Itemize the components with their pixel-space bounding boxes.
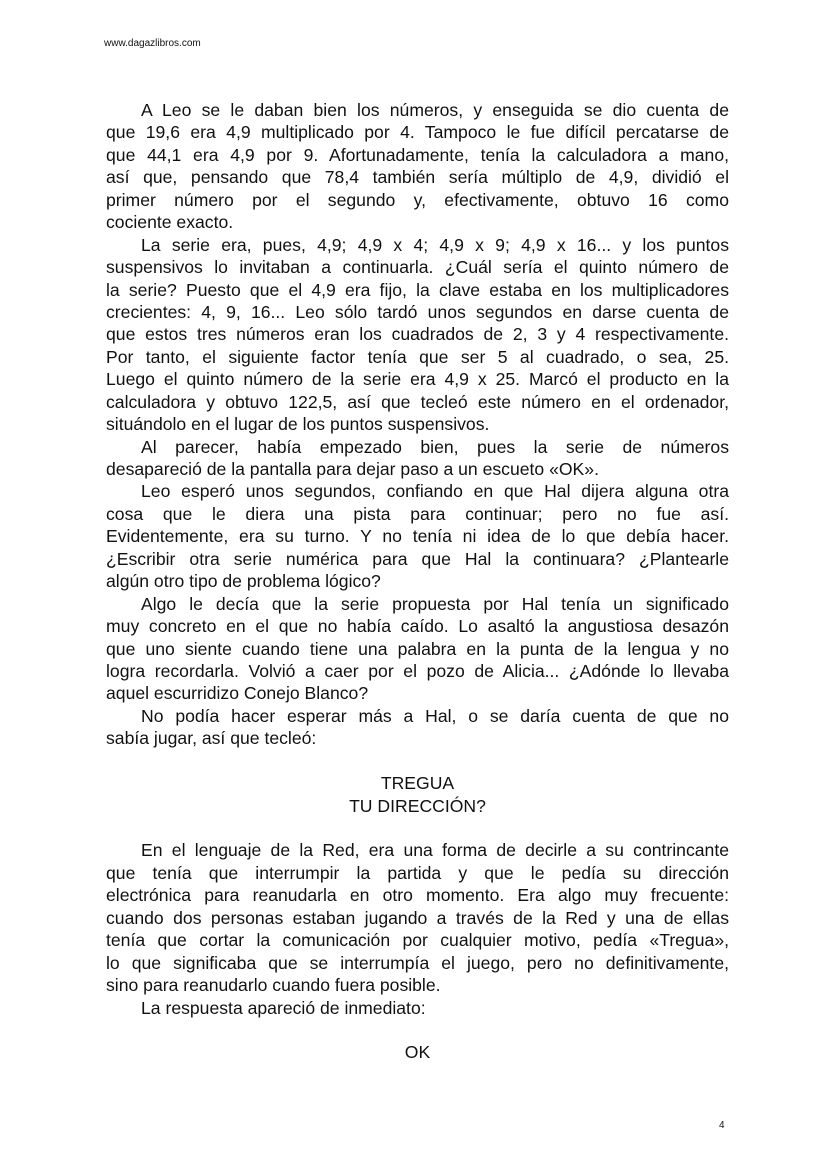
text-line: TU DIRECCIÓN?	[349, 795, 486, 816]
blank-line	[106, 750, 729, 772]
text-line: desapareció de la pantalla para dejar paso a un escueto «OK».	[106, 459, 599, 479]
centered-text-block	[106, 1041, 729, 1063]
text-line: Leo esperó unos segundos, confiando en que Hal dijera alguna otra	[141, 481, 729, 502]
text-line: la serie? Puesto que el 4,9 era fijo, la clave estaba en los multiplicadores	[106, 279, 729, 300]
text-line: cuando dos personas estaban jugando a través de la Red y una de ellas	[106, 907, 729, 928]
text-line: La respuesta apareció de inmediato:	[141, 997, 426, 1018]
text-line: sabía jugar, así que tecleó:	[106, 728, 317, 749]
text-line: OK	[404, 1042, 431, 1063]
text-line: primer número por el segundo y, efectivamente, obtuvo 16 como	[106, 189, 729, 210]
paragraph	[106, 436, 729, 481]
text-line: La serie era, pues, 4,9; 4,9 x 4; 4,9 x 9; 4,9 x 16... y los puntos	[141, 234, 729, 255]
text-line: TREGUA	[380, 773, 455, 794]
text-line: lo que significaba que se interrumpía el juego, pero no definitivamente,	[106, 952, 729, 973]
text-line: que estos tres números eran los cuadrados de 2, 3 y 4 respectivamente.	[106, 324, 729, 345]
text-line: tenía que cortar la comunicación por cualquier motivo, pedía «Tregua»,	[106, 930, 729, 951]
paragraph	[106, 99, 729, 234]
text-line: No podía hacer esperar más a Hal, o se daría cuenta de que no	[141, 705, 729, 726]
text-line: algún otro tipo de problema lógico?	[106, 571, 381, 592]
text-line: Al parecer, había empezado bien, pues la serie de números	[141, 436, 729, 457]
paragraph	[106, 480, 729, 592]
blank-line	[106, 817, 729, 839]
text-line: logra recordarla. Volvió a caer por el pozo de Alicia... ¿Adónde lo llevaba	[106, 660, 729, 681]
centered-text-block	[106, 772, 729, 817]
text-line: que uno siente cuando tiene una palabra en la punta de la lengua y no	[106, 638, 729, 659]
text-line: En el lenguaje de la Red, era una forma de decirle a su contrincante	[141, 840, 729, 861]
page-header-url: www.dagazlibros.com	[104, 38, 201, 49]
text-line: que tenía que interrumpir la partida y que le pedía su dirección	[106, 862, 729, 883]
text-line: muy concreto en el que no había caído. Lo asaltó la angustiosa desazón	[106, 616, 729, 637]
text-line: cosa que le diera una pista para continuar; pero no fue así.	[106, 503, 729, 524]
document-body	[106, 99, 729, 1064]
text-line: Algo le decía que la serie propuesta por Hal tenía un significado	[141, 593, 729, 614]
paragraph	[106, 705, 729, 750]
text-line: calculadora y obtuvo 122,5, así que tecleó este número en el ordenador,	[106, 391, 729, 412]
paragraph	[106, 997, 729, 1019]
text-line: así que, pensando que 78,4 también sería múltiplo de 4,9, dividió el	[106, 167, 729, 188]
paragraph	[106, 234, 729, 436]
text-line: Evidentemente, era su turno. Y no tenía ni idea de lo que debía hacer.	[106, 526, 729, 547]
text-line: cociente exacto.	[106, 212, 234, 233]
text-line: que 44,1 era 4,9 por 9. Afortunadamente, tenía la calculadora a mano,	[106, 144, 729, 165]
text-line: Por tanto, el siguiente factor tenía que ser 5 al cuadrado, o sea, 25.	[106, 346, 729, 367]
text-line: situándolo en el lugar de los puntos suspensivos.	[106, 414, 490, 435]
text-line: Luego el quinto número de la serie era 4,9 x 25. Marcó el producto en la	[106, 369, 729, 390]
page-number: 4	[719, 1120, 725, 1131]
text-line: electrónica para reanudarla en otro momento. Era algo muy frecuente:	[106, 885, 729, 906]
text-line: aquel escurridizo Conejo Blanco?	[106, 683, 369, 704]
paragraph	[106, 839, 729, 996]
text-line: crecientes: 4, 9, 16... Leo sólo tardó unos segundos en darse cuenta de	[106, 301, 729, 322]
text-line: suspensivos lo invitaban a continuarla. ¿Cuál sería el quinto número de	[106, 257, 729, 278]
text-line: A Leo se le daban bien los números, y enseguida se dio cuenta de	[141, 100, 729, 120]
text-line: sino para reanudarlo cuando fuera posible.	[106, 975, 441, 996]
text-line: que 19,6 era 4,9 multiplicado por 4. Tampoco le fue difícil percatarse de	[106, 122, 729, 143]
paragraph	[106, 593, 729, 705]
blank-line	[106, 1019, 729, 1041]
text-line: ¿Escribir otra serie numérica para que Hal la continuara? ¿Plantearle	[106, 548, 729, 569]
